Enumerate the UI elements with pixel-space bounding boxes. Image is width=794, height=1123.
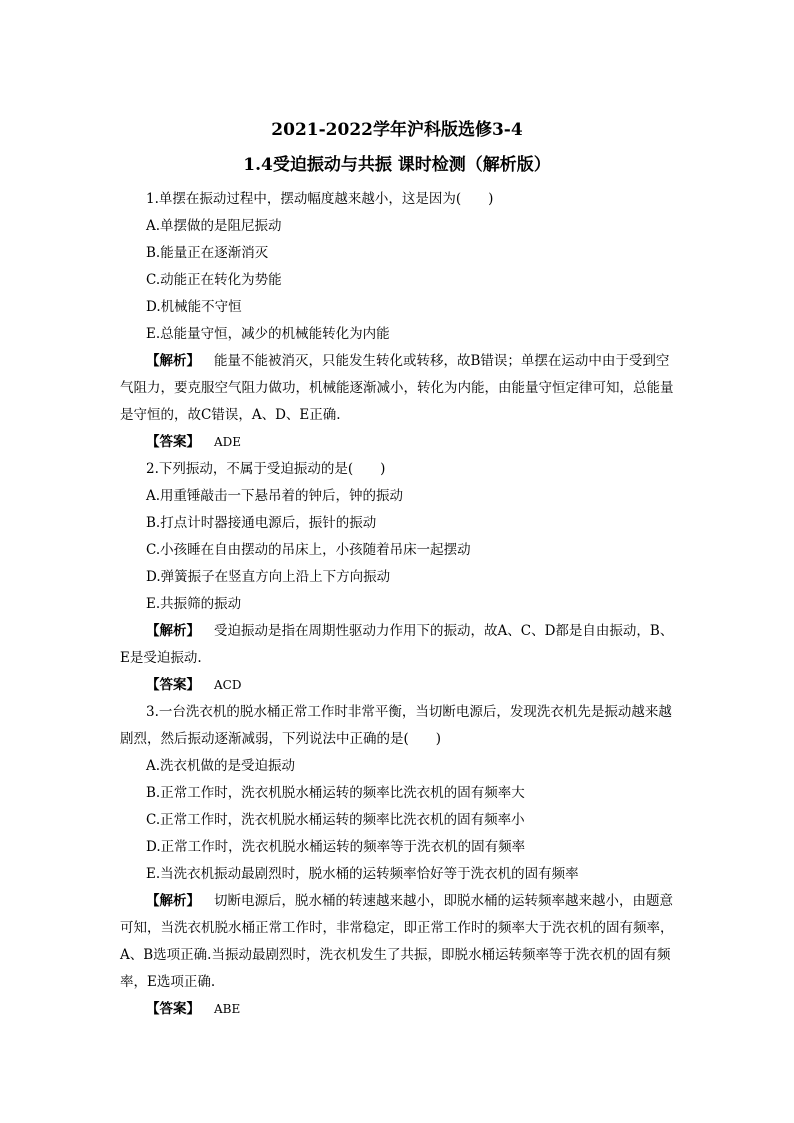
option-a: A.用重锤敲击一下悬吊着的钟后，钟的振动	[146, 488, 404, 504]
question-1	[120, 186, 680, 456]
option-d: D.正常工作时，洗衣机脱水桶运转的频率等于洗衣机的固有频率	[146, 839, 526, 855]
question-stem: 2.下列振动，不属于受迫振动的是( )	[146, 461, 386, 477]
answer	[120, 429, 680, 456]
answer-label: 【答案】	[146, 677, 200, 693]
analysis	[120, 618, 680, 672]
option-b: B.正常工作时，洗衣机脱水桶运转的频率比洗衣机的固有频率大	[146, 785, 525, 801]
answer-label: 【答案】	[146, 434, 200, 450]
answer-label: 【答案】	[146, 1001, 200, 1017]
option-b: B.能量正在逐渐消灭	[146, 245, 269, 261]
analysis	[120, 348, 680, 429]
analysis-label: 【解析】	[146, 623, 200, 639]
document-title: 2021-2022学年沪科版选修3-4	[271, 120, 523, 140]
answer	[120, 996, 680, 1023]
answer-text: ADE	[214, 435, 242, 449]
analysis-label: 【解析】	[146, 893, 200, 909]
option-c: C.正常工作时，洗衣机脱水桶运转的频率比洗衣机的固有频率小	[146, 812, 525, 828]
document-subtitle: 1.4受迫振动与共振 课时检测（解析版）	[243, 155, 551, 175]
analysis	[120, 888, 680, 996]
option-a: A.单摆做的是阻尼振动	[146, 218, 282, 234]
analysis-text: 切断电源后，脱水桶的转速越来越小，即脱水桶的运转频率越来越小，由题意可知，当洗衣机脱水桶正常工作时，非常稳定，即正常工作时的频率大于洗衣机的固有频率，A、B选项正确.当振动最剧烈时，洗衣机发生了共振，即脱水桶运转频率等于洗衣机的固有频率，E选项正确.	[120, 893, 674, 990]
answer-text: ACD	[214, 678, 242, 692]
analysis-text: 能量不能被消灭，只能发生转化或转移，故B错误；单摆在运动中由于受到空气阻力，要克服空气阻力做功，机械能逐渐减小，转化为内能，由能量守恒定律可知，总能量是守恒的，故C错误，A、D、E正确.	[120, 353, 674, 423]
document-body	[120, 186, 680, 1023]
question-3	[120, 699, 680, 1023]
answer-text: ABE	[214, 1002, 241, 1016]
option-e: E.总能量守恒，减少的机械能转化为内能	[146, 326, 390, 342]
option-b: B.打点计时器接通电源后，振针的振动	[146, 515, 377, 531]
analysis-label: 【解析】	[146, 353, 200, 369]
question-2	[120, 456, 680, 699]
option-e: E.当洗衣机振动最剧烈时，脱水桶的运转频率恰好等于洗衣机的固有频率	[146, 866, 579, 882]
option-d: D.弹簧振子在竖直方向上沿上下方向振动	[146, 569, 391, 585]
option-d: D.机械能不守恒	[146, 299, 242, 315]
option-c: C.动能正在转化为势能	[146, 272, 282, 288]
option-a: A.洗衣机做的是受迫振动	[146, 758, 296, 774]
option-e: E.共振筛的振动	[146, 596, 242, 612]
question-stem: 3.一台洗衣机的脱水桶正常工作时非常平衡，当切断电源后，发现洗衣机先是振动越来越剧烈，然后振动逐渐减弱，下列说法中正确的是( )	[120, 704, 672, 747]
question-stem: 1.单摆在振动过程中，摆动幅度越来越小，这是因为( )	[146, 191, 494, 207]
analysis-text: 受迫振动是指在周期性驱动力作用下的振动，故A、C、D都是自由振动，B、E是受迫振动.	[120, 623, 674, 666]
option-c: C.小孩睡在自由摆动的吊床上，小孩随着吊床一起摆动	[146, 542, 471, 558]
answer	[120, 672, 680, 699]
